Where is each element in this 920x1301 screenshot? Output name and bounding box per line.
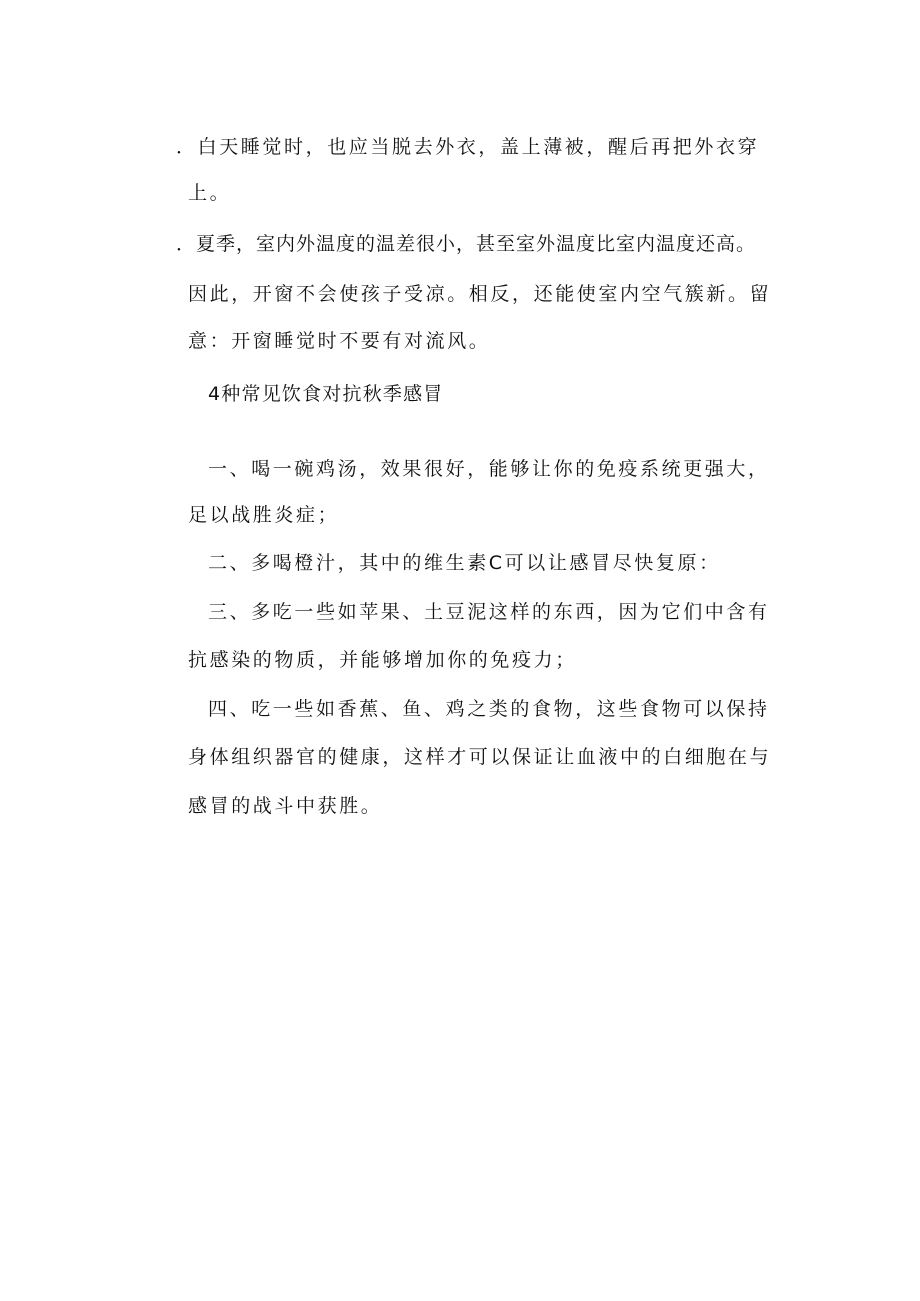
- text-line: 感冒的战斗中获胜。: [188, 795, 383, 817]
- text-line: 足以战胜炎症；: [188, 504, 340, 526]
- text-line: 一、喝一碗鸡汤，效果很好，能够让你的免疫系统更强大，: [208, 458, 770, 480]
- text-line: 三、多吃一些如苹果、土豆泥这样的东西，因为它们中含有: [208, 601, 770, 623]
- text-line: 二、多喝橙汁，其中的维生素C可以让感冒尽快复原：: [208, 552, 721, 574]
- text-line: 意：开窗睡觉时不要有对流风。: [188, 330, 491, 352]
- text-line: 抗感染的物质，并能够增加你的免疫力；: [188, 649, 577, 671]
- text-line: 身体组织器官的健康，这样才可以保证让血液中的白细胞在与: [188, 746, 772, 768]
- section-heading: 4种常见饮食对抗秋季感冒: [208, 383, 444, 405]
- text-line: 因此，开窗不会使孩子受凉。相反，还能使室内空气簇新。留: [188, 283, 772, 305]
- text-line: ．夏季，室内外温度的温差很小，甚至室外温度比室内温度还高。: [176, 233, 757, 255]
- text-line: 上。: [188, 182, 232, 204]
- text-line: 四、吃一些如香蕉、鱼、鸡之类的食物，这些食物可以保持: [208, 698, 770, 720]
- text-line: ．白天睡觉时，也应当脱去外衣，盖上薄被，醒后再把外衣穿: [176, 136, 760, 158]
